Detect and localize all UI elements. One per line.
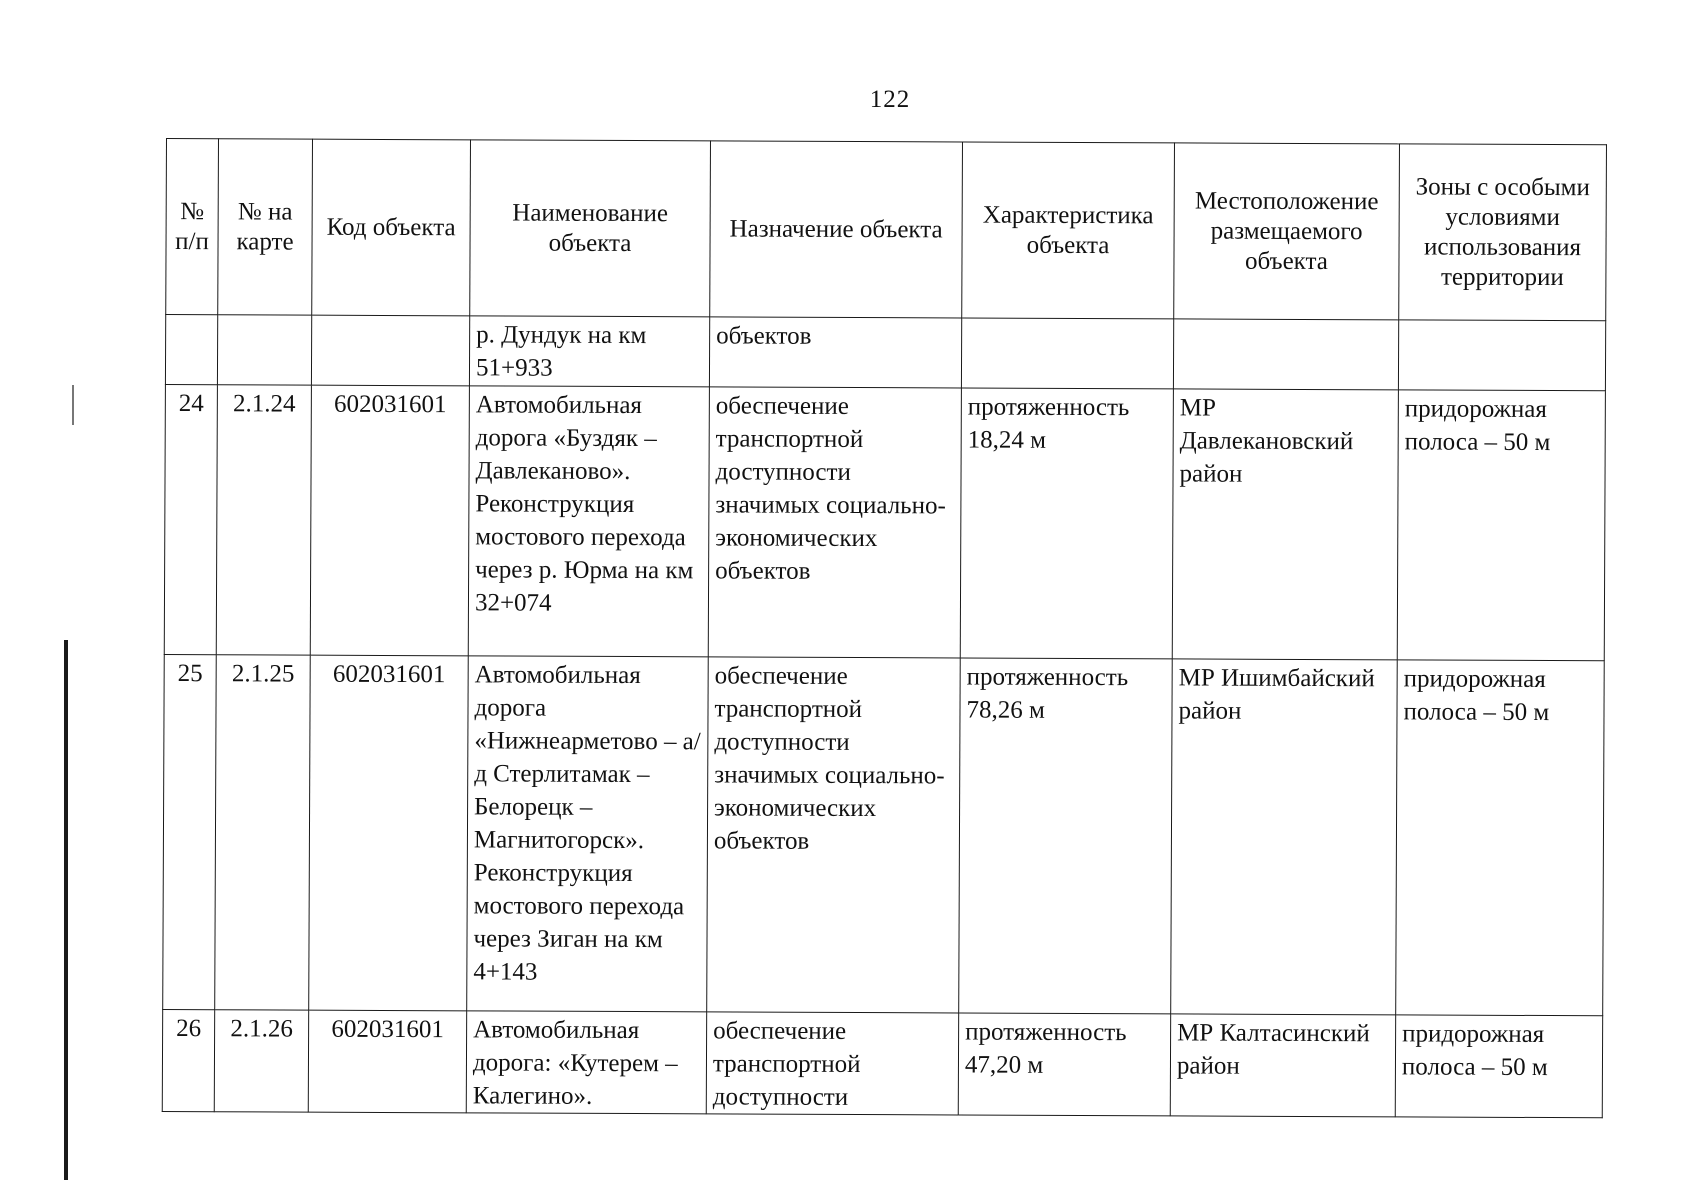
header-name: Наименование объекта	[470, 140, 711, 317]
row-purpose: обеспечение транспортной доступности	[706, 1012, 958, 1115]
row-characteristic: протяженность 18,24 м	[960, 388, 1173, 659]
row-num: 24	[164, 384, 217, 654]
objects-table-wrapper	[162, 138, 1606, 1118]
header-zones: Зоны с особыми условиями использования территории	[1399, 144, 1607, 321]
table-row	[163, 654, 1605, 1015]
row-name: Автомобильная дорога «Нижнеарметово – а/д Стерлитамак – Белорецк – Магнитогорск». Реконструкция мостового перехода через Зиган на км 4+143	[467, 656, 709, 1012]
scan-edge-tick	[72, 385, 74, 425]
cont-characteristic	[961, 318, 1173, 389]
cont-map	[217, 315, 311, 385]
cont-location	[1173, 319, 1398, 390]
row-name: Автомобильная дорога «Буздяк – Давлеканово». Реконструкция мостового перехода через р. Юрма на км 32+074	[468, 386, 709, 657]
header-num: № п/п	[166, 139, 219, 315]
row-zones: придорожная полоса – 50 м	[1397, 390, 1605, 661]
row-characteristic: протяженность 47,20 м	[958, 1013, 1170, 1116]
table-row	[164, 384, 1605, 660]
table-header-row	[166, 139, 1607, 321]
header-characteristic: Характеристика объекта	[962, 142, 1175, 319]
objects-table	[162, 138, 1607, 1118]
row-zones: придорожная полоса – 50 м	[1396, 660, 1605, 1016]
cont-num	[165, 315, 217, 385]
row-purpose: обеспечение транспортной доступности значимых социально-экономических объектов	[707, 657, 961, 1013]
cont-zones	[1398, 320, 1605, 391]
table-row	[162, 1009, 1602, 1117]
row-num: 25	[163, 654, 217, 1009]
header-code: Код объекта	[312, 139, 471, 316]
row-location: МР Давлекановский район	[1172, 389, 1398, 660]
header-purpose: Назначение объекта	[710, 141, 963, 318]
row-characteristic: протяженность 78,26 м	[959, 658, 1173, 1014]
continuation-row	[165, 315, 1605, 391]
row-location: МР Калтасинский район	[1170, 1014, 1395, 1117]
page-number: 122	[869, 86, 911, 113]
row-code: 602031601	[309, 655, 469, 1011]
row-zones: придорожная полоса – 50 м	[1395, 1015, 1602, 1118]
cont-purpose: объектов	[709, 317, 961, 388]
header-map: № на карте	[218, 139, 313, 315]
row-map: 2.1.26	[214, 1010, 308, 1112]
scan-edge-bar	[64, 640, 68, 1180]
row-map: 2.1.24	[216, 385, 311, 655]
row-name: Автомобильная дорога: «Кутерем – Калегино».	[466, 1011, 706, 1114]
row-location: МР Ишимбайский район	[1171, 659, 1398, 1015]
header-location: Местоположение размещаемого объекта	[1174, 143, 1400, 320]
row-map: 2.1.25	[215, 655, 311, 1010]
row-num: 26	[162, 1009, 214, 1111]
cont-code	[311, 315, 469, 386]
cont-name: р. Дундук на км 51+933	[469, 316, 709, 387]
row-purpose: обеспечение транспортной доступности значимых социально-экономических объектов	[708, 387, 961, 658]
row-code: 602031601	[310, 385, 469, 656]
row-code: 602031601	[308, 1010, 466, 1113]
